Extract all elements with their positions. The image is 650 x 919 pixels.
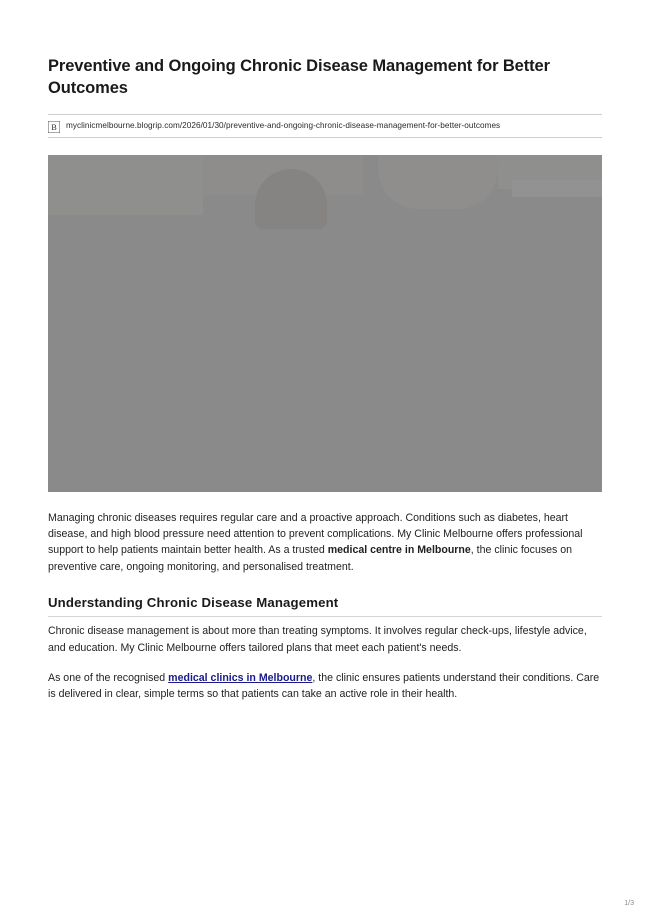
source-url-text[interactable]: myclinicmelbourne.blogrip.com/2026/01/30/preventive-and-ongoing-chronic-disease-management-for-better-outcomes — [66, 121, 501, 131]
section-heading: Understanding Chronic Disease Management — [48, 595, 602, 617]
page-title: Preventive and Ongoing Chronic Disease Management for Better Outcomes — [48, 57, 550, 97]
intro-text-part1: Managing chronic diseases requires regular care and a proactive approach. Conditions such as diabetes, heart disease, and high blood pressure need attention to prevent complications. My Clinic Melbourne offers professional support to help patients maintain better health. As a trusted — [48, 511, 583, 557]
source-url-bar — [48, 114, 602, 138]
page-number: 1/3 — [624, 900, 634, 907]
intro-bold-phrase: medical centre in Melbourne — [327, 544, 471, 557]
section-paragraph-2 — [48, 670, 602, 703]
section-p2-part2: , the clinic ensures patients understand their conditions. Care is delivered in clear, simple terms so that patients can take an active role in their health. — [48, 671, 600, 701]
medical-clinics-melbourne-link[interactable]: medical clinics in Melbourne — [168, 671, 313, 684]
intro-text-part2: , the clinic focuses on preventive care, ongoing monitoring, and personalised treatment. — [48, 544, 573, 573]
blog-favicon-icon — [48, 120, 60, 132]
document-content — [48, 56, 602, 717]
intro-paragraph — [48, 510, 602, 576]
svg-text:B: B — [51, 122, 57, 132]
section-p2-part1: As one of the recognised — [48, 671, 169, 684]
hero-image — [48, 155, 602, 492]
hero-overlay — [48, 155, 602, 492]
section-paragraph-1: Chronic disease management is about more than treating symptoms. It involves regular check-ups, lifestyle advice, and education. My Clinic Melbourne offers tailored plans that meet each patient's needs. — [48, 625, 587, 654]
